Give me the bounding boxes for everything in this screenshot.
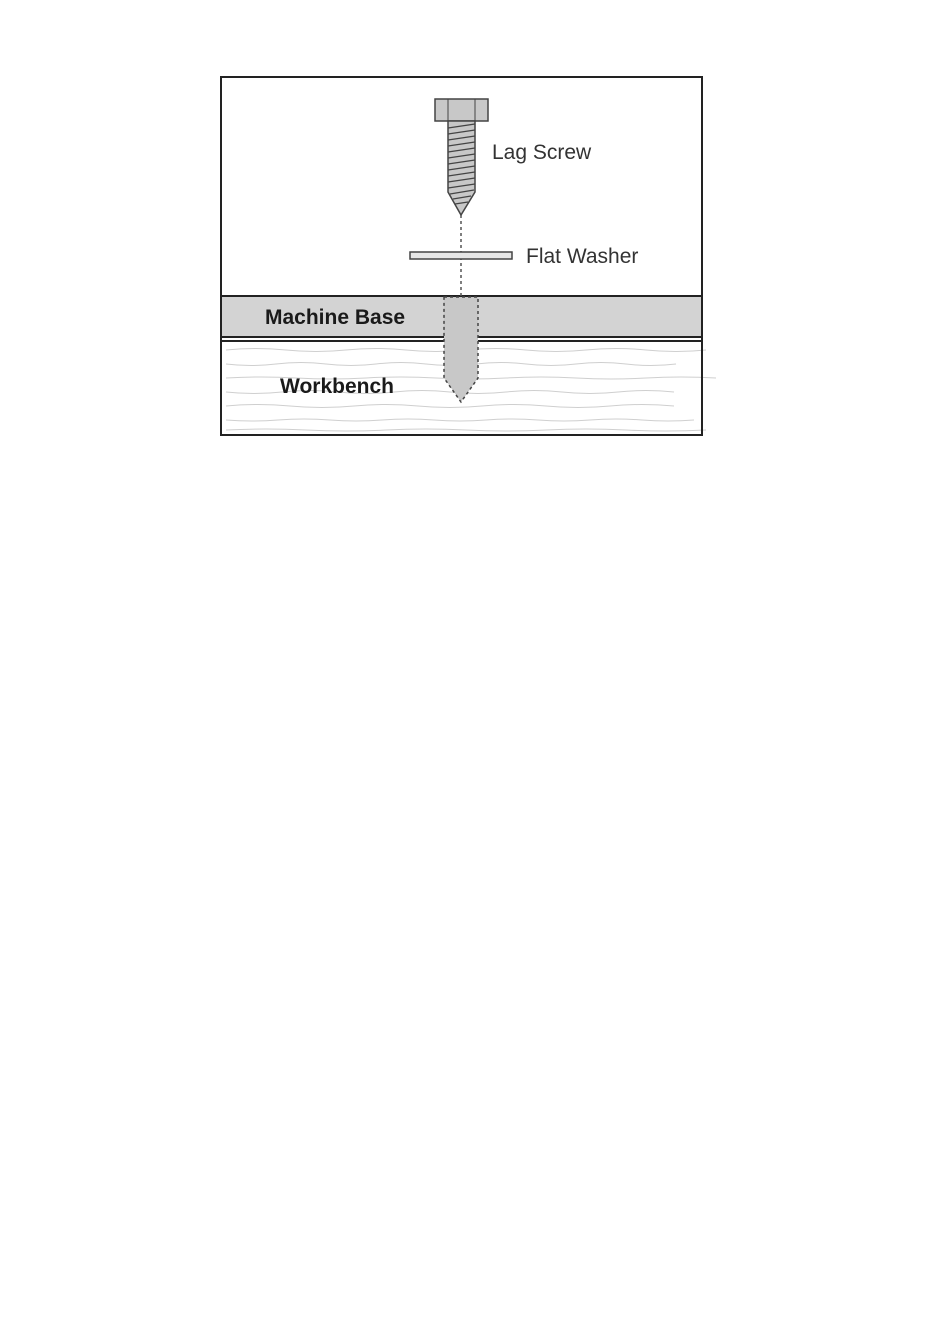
machine-base-label: Machine Base xyxy=(265,306,406,329)
flat-washer-label: Flat Washer xyxy=(526,245,639,268)
lag-screw-head xyxy=(435,99,488,121)
workbench-label: Workbench xyxy=(280,375,394,398)
flat-washer xyxy=(410,252,512,259)
lag-screw-label: Lag Screw xyxy=(492,141,592,164)
